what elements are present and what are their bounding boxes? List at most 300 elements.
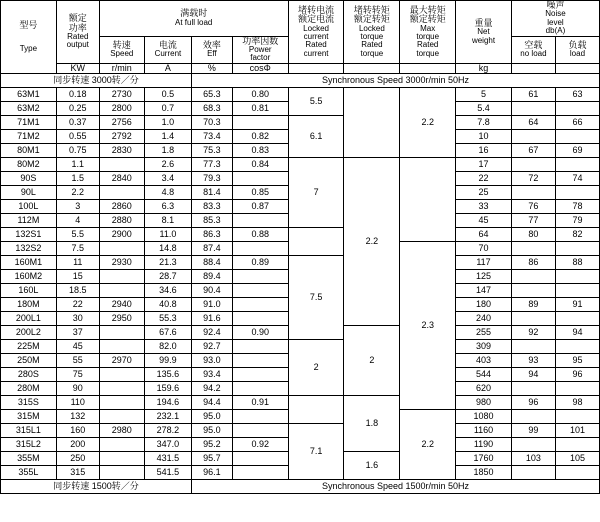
cell-type: 132S2 xyxy=(1,242,57,256)
cell-rated-output: 2.2 xyxy=(56,186,99,200)
cell-type: 90L xyxy=(1,186,57,200)
cell-speed xyxy=(99,242,144,256)
cell-current: 55.3 xyxy=(144,312,191,326)
cell-rated-output: 18.5 xyxy=(56,284,99,298)
cell-locked-current: 7.5 xyxy=(288,256,344,340)
cell-speed: 2860 xyxy=(99,200,144,214)
cell-noise-noload: 89 xyxy=(511,298,555,312)
cell-type: 280S xyxy=(1,368,57,382)
cell-weight: 1760 xyxy=(456,452,512,466)
cell-current: 28.7 xyxy=(144,270,191,284)
cell-current: 232.1 xyxy=(144,410,191,424)
cell-power-factor xyxy=(232,214,288,228)
table-body xyxy=(1,88,600,480)
cell-power-factor xyxy=(232,242,288,256)
unit-noise-load xyxy=(555,63,599,73)
cell-rated-output: 0.55 xyxy=(56,130,99,144)
cell-type: 315L1 xyxy=(1,424,57,438)
cell-power-factor xyxy=(232,172,288,186)
cell-current: 541.5 xyxy=(144,466,191,480)
cell-type: 80M1 xyxy=(1,144,57,158)
cell-rated-output: 75 xyxy=(56,368,99,382)
cell-noise-load: 78 xyxy=(555,200,599,214)
cell-speed: 2830 xyxy=(99,144,144,158)
cell-weight: 240 xyxy=(456,312,512,326)
cell-current: 21.3 xyxy=(144,256,191,270)
cell-current: 159.6 xyxy=(144,382,191,396)
cell-noise-noload xyxy=(511,466,555,480)
cell-weight: 1850 xyxy=(456,466,512,480)
cell-type: 315L2 xyxy=(1,438,57,452)
cell-speed: 2950 xyxy=(99,312,144,326)
cell-speed xyxy=(99,186,144,200)
cell-power-factor: 0.81 xyxy=(232,102,288,116)
cell-noise-load xyxy=(555,382,599,396)
cell-rated-output: 1.5 xyxy=(56,172,99,186)
cell-power-factor: 0.92 xyxy=(232,438,288,452)
band-top-cn: 同步转速 3000转／分 xyxy=(1,74,192,88)
cell-current: 278.2 xyxy=(144,424,191,438)
cell-max-torque: 2.3 xyxy=(400,242,456,410)
cell-weight: 147 xyxy=(456,284,512,298)
cell-noise-noload xyxy=(511,242,555,256)
cell-rated-output: 250 xyxy=(56,452,99,466)
cell-eff: 79.3 xyxy=(192,172,233,186)
cell-eff: 75.3 xyxy=(192,144,233,158)
cell-eff: 88.4 xyxy=(192,256,233,270)
cell-rated-output: 3 xyxy=(56,200,99,214)
cell-speed xyxy=(99,466,144,480)
unit-max-torque xyxy=(400,63,456,73)
header-max-torque: 最大转矩 额定转矩 Max torque Rated torque xyxy=(400,1,456,64)
cell-noise-noload: 92 xyxy=(511,326,555,340)
table-row xyxy=(1,424,600,438)
band-top-en: Synchronous Speed 3000r/min 50Hz xyxy=(192,74,600,88)
cell-speed: 2980 xyxy=(99,424,144,438)
cell-weight: 25 xyxy=(456,186,512,200)
cell-noise-noload xyxy=(511,410,555,424)
cell-eff: 70.3 xyxy=(192,116,233,130)
cell-speed: 2756 xyxy=(99,116,144,130)
cell-rated-output: 0.25 xyxy=(56,102,99,116)
header-speed: 转速 Speed xyxy=(99,36,144,63)
cell-noise-noload xyxy=(511,130,555,144)
cell-weight: 403 xyxy=(456,354,512,368)
cell-type: 180M xyxy=(1,298,57,312)
cell-weight: 255 xyxy=(456,326,512,340)
cell-speed: 2730 xyxy=(99,88,144,102)
cell-noise-load xyxy=(555,186,599,200)
header-units-row xyxy=(1,63,600,73)
cell-noise-load xyxy=(555,312,599,326)
cell-noise-noload: 76 xyxy=(511,200,555,214)
cell-locked-current xyxy=(288,396,344,424)
cell-speed: 2792 xyxy=(99,130,144,144)
cell-power-factor: 0.80 xyxy=(232,88,288,102)
cell-power-factor xyxy=(232,466,288,480)
cell-noise-noload xyxy=(511,382,555,396)
cell-noise-noload: 67 xyxy=(511,144,555,158)
cell-power-factor xyxy=(232,382,288,396)
cell-type: 315M xyxy=(1,410,57,424)
cell-weight: 980 xyxy=(456,396,512,410)
cell-eff: 95.2 xyxy=(192,438,233,452)
cell-speed: 2940 xyxy=(99,298,144,312)
cell-weight: 620 xyxy=(456,382,512,396)
cell-rated-output: 315 xyxy=(56,466,99,480)
cell-weight: 1080 xyxy=(456,410,512,424)
cell-speed xyxy=(99,270,144,284)
cell-speed: 2970 xyxy=(99,354,144,368)
cell-noise-noload xyxy=(511,312,555,326)
cell-type: 355M xyxy=(1,452,57,466)
header-noise-noload: 空载 no load xyxy=(511,36,555,63)
cell-rated-output: 160 xyxy=(56,424,99,438)
cell-noise-noload xyxy=(511,340,555,354)
cell-locked-torque: 1.8 xyxy=(344,396,400,452)
band-bottom-en: Synchronous Speed 1500r/min 50Hz xyxy=(192,480,600,494)
cell-noise-load: 91 xyxy=(555,298,599,312)
cell-eff: 93.4 xyxy=(192,368,233,382)
cell-rated-output: 22 xyxy=(56,298,99,312)
cell-noise-load xyxy=(555,130,599,144)
cell-rated-output: 55 xyxy=(56,354,99,368)
cell-noise-noload: 103 xyxy=(511,452,555,466)
cell-noise-noload xyxy=(511,438,555,452)
cell-eff: 92.7 xyxy=(192,340,233,354)
cell-noise-noload: 72 xyxy=(511,172,555,186)
cell-power-factor: 0.91 xyxy=(232,396,288,410)
table-row xyxy=(1,116,600,130)
cell-type: 225M xyxy=(1,340,57,354)
cell-speed xyxy=(99,340,144,354)
cell-current: 194.6 xyxy=(144,396,191,410)
cell-speed xyxy=(99,452,144,466)
header-type: 型号 Type xyxy=(1,1,57,74)
cell-locked-current: 7.1 xyxy=(288,424,344,480)
cell-locked-torque xyxy=(344,88,400,158)
unit-kg: kg xyxy=(456,63,512,73)
cell-current: 4.8 xyxy=(144,186,191,200)
header-weight: 重量 Net weight xyxy=(456,1,512,64)
cell-noise-load: 98 xyxy=(555,396,599,410)
cell-eff: 91.6 xyxy=(192,312,233,326)
cell-type: 160M1 xyxy=(1,256,57,270)
table-row xyxy=(1,256,600,270)
cell-locked-current: 6.1 xyxy=(288,116,344,158)
cell-weight: 64 xyxy=(456,228,512,242)
cell-weight: 180 xyxy=(456,298,512,312)
cell-noise-noload: 93 xyxy=(511,354,555,368)
cell-locked-current: 5.5 xyxy=(288,88,344,116)
cell-type: 112M xyxy=(1,214,57,228)
cell-max-torque: 2.2 xyxy=(400,410,456,480)
cell-speed xyxy=(99,368,144,382)
cell-weight: 117 xyxy=(456,256,512,270)
unit-rmin: r/min xyxy=(99,63,144,73)
cell-rated-output: 0.37 xyxy=(56,116,99,130)
cell-rated-output: 1.1 xyxy=(56,158,99,172)
cell-eff: 95.7 xyxy=(192,452,233,466)
cell-rated-output: 0.18 xyxy=(56,88,99,102)
table-row xyxy=(1,340,600,354)
band-row-bottom xyxy=(1,480,600,494)
cell-weight: 1190 xyxy=(456,438,512,452)
cell-power-factor xyxy=(232,312,288,326)
cell-weight: 10 xyxy=(456,130,512,144)
header-full-load: 满载时 At full load xyxy=(99,1,288,37)
cell-type: 71M2 xyxy=(1,130,57,144)
cell-eff: 95.0 xyxy=(192,424,233,438)
cell-type: 280M xyxy=(1,382,57,396)
unit-noise-noload xyxy=(511,63,555,73)
cell-rated-output: 37 xyxy=(56,326,99,340)
cell-rated-output: 11 xyxy=(56,256,99,270)
cell-eff: 89.4 xyxy=(192,270,233,284)
cell-power-factor xyxy=(232,354,288,368)
cell-speed: 2930 xyxy=(99,256,144,270)
cell-type: 355L xyxy=(1,466,57,480)
cell-noise-load: 63 xyxy=(555,88,599,102)
header-current: 电流 Current xyxy=(144,36,191,63)
cell-noise-load: 66 xyxy=(555,116,599,130)
cell-rated-output: 0.75 xyxy=(56,144,99,158)
header-rated-output: 额定 功率 Rated output xyxy=(56,1,99,64)
cell-eff: 92.4 xyxy=(192,326,233,340)
cell-noise-noload: 99 xyxy=(511,424,555,438)
cell-type: 63M1 xyxy=(1,88,57,102)
cell-type: 315S xyxy=(1,396,57,410)
cell-max-torque: 2.2 xyxy=(400,88,456,158)
cell-eff: 86.3 xyxy=(192,228,233,242)
cell-speed: 2880 xyxy=(99,214,144,228)
cell-noise-noload: 94 xyxy=(511,368,555,382)
cell-rated-output: 4 xyxy=(56,214,99,228)
unit-percent: % xyxy=(192,63,233,73)
cell-current: 2.6 xyxy=(144,158,191,172)
cell-eff: 83.3 xyxy=(192,200,233,214)
header-eff: 效率 Eff xyxy=(192,36,233,63)
cell-power-factor: 0.88 xyxy=(232,228,288,242)
cell-power-factor: 0.89 xyxy=(232,256,288,270)
cell-weight: 16 xyxy=(456,144,512,158)
cell-weight: 1160 xyxy=(456,424,512,438)
cell-noise-load xyxy=(555,340,599,354)
cell-power-factor xyxy=(232,340,288,354)
cell-eff: 81.4 xyxy=(192,186,233,200)
cell-rated-output: 90 xyxy=(56,382,99,396)
unit-a: A xyxy=(144,63,191,73)
cell-noise-load xyxy=(555,242,599,256)
cell-current: 347.0 xyxy=(144,438,191,452)
band-row-top xyxy=(1,74,600,88)
cell-rated-output: 45 xyxy=(56,340,99,354)
cell-speed xyxy=(99,284,144,298)
cell-type: 63M2 xyxy=(1,102,57,116)
cell-noise-load xyxy=(555,270,599,284)
cell-noise-load: 82 xyxy=(555,228,599,242)
cell-speed: 2800 xyxy=(99,102,144,116)
cell-speed: 2840 xyxy=(99,172,144,186)
cell-current: 82.0 xyxy=(144,340,191,354)
cell-type: 160M2 xyxy=(1,270,57,284)
cell-type: 200L1 xyxy=(1,312,57,326)
cell-power-factor xyxy=(232,452,288,466)
cell-power-factor xyxy=(232,284,288,298)
cell-noise-load: 105 xyxy=(555,452,599,466)
cell-noise-load: 101 xyxy=(555,424,599,438)
cell-noise-noload: 96 xyxy=(511,396,555,410)
cell-power-factor xyxy=(232,116,288,130)
table-row xyxy=(1,396,600,410)
cell-noise-noload: 64 xyxy=(511,116,555,130)
table-row xyxy=(1,228,600,242)
cell-power-factor: 0.85 xyxy=(232,186,288,200)
cell-type: 100L xyxy=(1,200,57,214)
cell-locked-current: 2 xyxy=(288,340,344,396)
cell-eff: 65.3 xyxy=(192,88,233,102)
cell-power-factor xyxy=(232,270,288,284)
band-bottom-cn: 同步转速 1500转／分 xyxy=(1,480,192,494)
cell-power-factor xyxy=(232,410,288,424)
cell-speed xyxy=(99,382,144,396)
cell-noise-noload: 86 xyxy=(511,256,555,270)
cell-noise-noload xyxy=(511,284,555,298)
cell-noise-load: 88 xyxy=(555,256,599,270)
cell-speed xyxy=(99,326,144,340)
cell-eff: 96.1 xyxy=(192,466,233,480)
cell-noise-noload xyxy=(511,186,555,200)
cell-type: 132S1 xyxy=(1,228,57,242)
cell-weight: 5 xyxy=(456,88,512,102)
cell-noise-load: 95 xyxy=(555,354,599,368)
cell-eff: 94.4 xyxy=(192,396,233,410)
cell-weight: 33 xyxy=(456,200,512,214)
unit-locked-torque xyxy=(344,63,400,73)
cell-speed xyxy=(99,438,144,452)
table-row xyxy=(1,158,600,172)
cell-noise-noload: 77 xyxy=(511,214,555,228)
cell-type: 200L2 xyxy=(1,326,57,340)
cell-current: 40.8 xyxy=(144,298,191,312)
cell-rated-output: 132 xyxy=(56,410,99,424)
cell-type: 250M xyxy=(1,354,57,368)
cell-noise-noload xyxy=(511,270,555,284)
cell-speed xyxy=(99,396,144,410)
cell-rated-output: 5.5 xyxy=(56,228,99,242)
cell-eff: 73.4 xyxy=(192,130,233,144)
cell-weight: 309 xyxy=(456,340,512,354)
cell-weight: 70 xyxy=(456,242,512,256)
cell-current: 67.6 xyxy=(144,326,191,340)
cell-eff: 90.4 xyxy=(192,284,233,298)
cell-noise-load: 79 xyxy=(555,214,599,228)
cell-rated-output: 15 xyxy=(56,270,99,284)
cell-speed: 2900 xyxy=(99,228,144,242)
cell-power-factor: 0.82 xyxy=(232,130,288,144)
cell-rated-output: 7.5 xyxy=(56,242,99,256)
cell-locked-current xyxy=(288,228,344,256)
cell-weight: 544 xyxy=(456,368,512,382)
cell-noise-load: 94 xyxy=(555,326,599,340)
cell-eff: 87.4 xyxy=(192,242,233,256)
cell-current: 99.9 xyxy=(144,354,191,368)
cell-noise-load: 69 xyxy=(555,144,599,158)
cell-current: 6.3 xyxy=(144,200,191,214)
cell-current: 1.8 xyxy=(144,144,191,158)
cell-power-factor: 0.84 xyxy=(232,158,288,172)
cell-noise-load xyxy=(555,284,599,298)
cell-current: 34.6 xyxy=(144,284,191,298)
cell-current: 14.8 xyxy=(144,242,191,256)
cell-power-factor xyxy=(232,298,288,312)
cell-current: 1.0 xyxy=(144,116,191,130)
unit-locked-current xyxy=(288,63,344,73)
cell-current: 3.4 xyxy=(144,172,191,186)
cell-weight: 5.4 xyxy=(456,102,512,116)
cell-noise-load xyxy=(555,466,599,480)
cell-locked-torque: 2.2 xyxy=(344,158,400,326)
cell-rated-output: 110 xyxy=(56,396,99,410)
cell-type: 160L xyxy=(1,284,57,298)
cell-eff: 93.0 xyxy=(192,354,233,368)
header-power-factor: 功率因数 Power factor xyxy=(232,36,288,63)
cell-locked-current: 7 xyxy=(288,158,344,228)
cell-type: 90S xyxy=(1,172,57,186)
cell-type: 71M1 xyxy=(1,116,57,130)
cell-current: 0.7 xyxy=(144,102,191,116)
cell-noise-noload xyxy=(511,158,555,172)
unit-cosphi: cosΦ xyxy=(232,63,288,73)
cell-eff: 91.0 xyxy=(192,298,233,312)
cell-power-factor: 0.83 xyxy=(232,144,288,158)
cell-weight: 45 xyxy=(456,214,512,228)
header-noise: 噪声 Noise level db(A) xyxy=(511,1,599,37)
table-row xyxy=(1,88,600,102)
cell-noise-noload: 80 xyxy=(511,228,555,242)
cell-weight: 7.8 xyxy=(456,116,512,130)
cell-current: 11.0 xyxy=(144,228,191,242)
cell-rated-output: 30 xyxy=(56,312,99,326)
cell-weight: 17 xyxy=(456,158,512,172)
cell-power-factor: 0.87 xyxy=(232,200,288,214)
cell-eff: 95.0 xyxy=(192,410,233,424)
cell-noise-load xyxy=(555,438,599,452)
cell-noise-load xyxy=(555,158,599,172)
header-locked-torque: 堵转转矩 额定转矩 Locked torque Rated torque xyxy=(344,1,400,64)
cell-locked-torque: 2 xyxy=(344,326,400,396)
cell-weight: 22 xyxy=(456,172,512,186)
cell-noise-load xyxy=(555,410,599,424)
cell-eff: 77.3 xyxy=(192,158,233,172)
cell-current: 8.1 xyxy=(144,214,191,228)
cell-noise-noload: 61 xyxy=(511,88,555,102)
cell-eff: 85.3 xyxy=(192,214,233,228)
cell-power-factor xyxy=(232,424,288,438)
cell-max-torque xyxy=(400,158,456,242)
cell-type: 80M2 xyxy=(1,158,57,172)
cell-current: 135.6 xyxy=(144,368,191,382)
cell-current: 1.4 xyxy=(144,130,191,144)
header-locked-current: 堵转电流 额定电流 Locked current Rated current xyxy=(288,1,344,64)
cell-speed xyxy=(99,410,144,424)
cell-eff: 68.3 xyxy=(192,102,233,116)
cell-noise-load: 74 xyxy=(555,172,599,186)
cell-power-factor xyxy=(232,368,288,382)
unit-kw: KW xyxy=(56,63,99,73)
cell-eff: 94.2 xyxy=(192,382,233,396)
cell-noise-load xyxy=(555,102,599,116)
